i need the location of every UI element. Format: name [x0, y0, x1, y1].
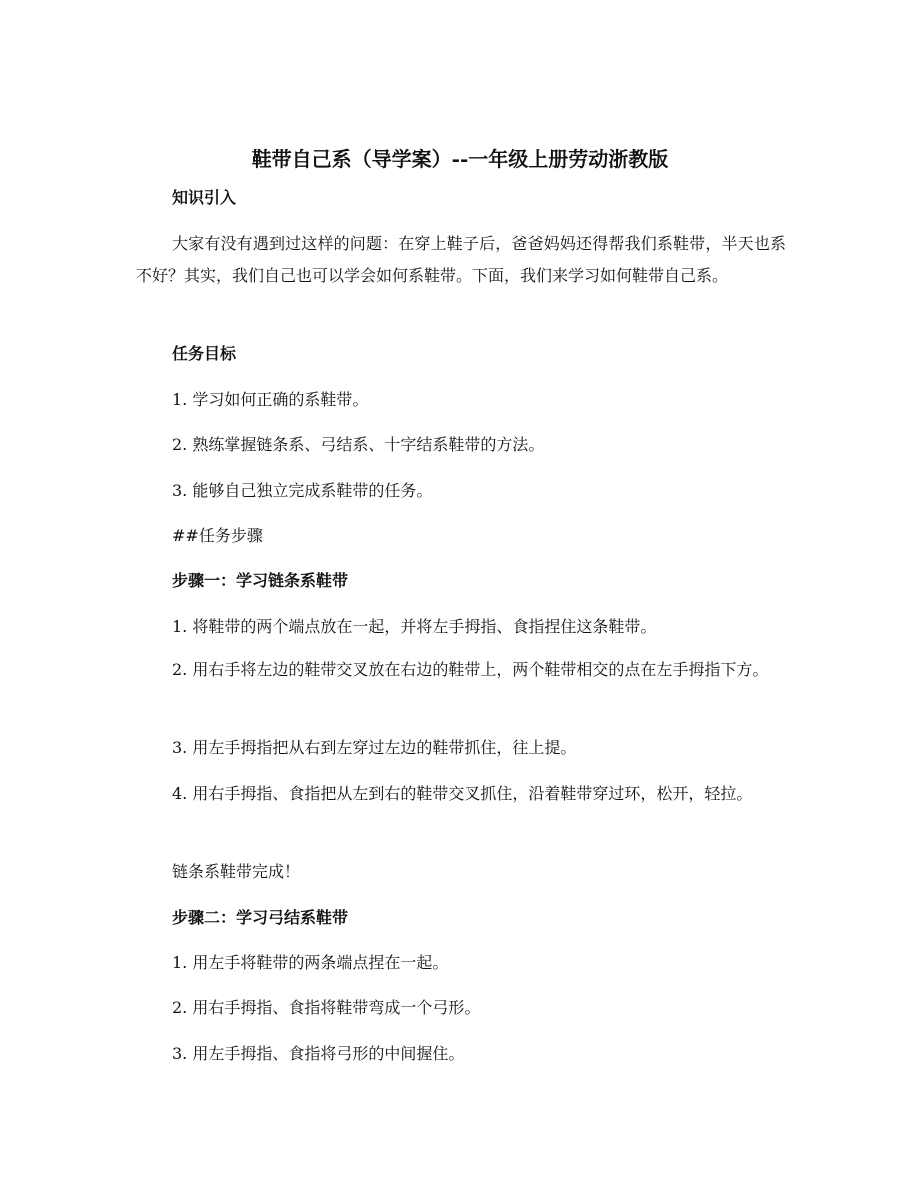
steps-heading: ##任务步骤: [172, 526, 263, 545]
goal-item: 2. 熟练掌握链条系、弓结系、十字结系鞋带的方法。: [172, 435, 545, 454]
step2-item: 1. 用左手将鞋带的两条端点捏在一起。: [172, 953, 449, 972]
step1-item: 4. 用右手拇指、食指把从左到右的鞋带交叉抓住，沿着鞋带穿过环，松开，轻拉。: [172, 784, 753, 803]
step2-heading: 步骤二：学习弓结系鞋带: [172, 908, 349, 927]
step1-item: 3. 用左手拇指把从右到左穿过左边的鞋带抓住，往上提。: [172, 738, 577, 757]
step2-item: 3. 用左手拇指、食指将弓形的中间握住。: [172, 1044, 465, 1063]
goal-item: 3. 能够自己独立完成系鞋带的任务。: [172, 481, 433, 500]
step1-item: 2. 用右手将左边的鞋带交叉放在右边的鞋带上，两个鞋带相交的点在左手拇指下方。: [172, 660, 769, 679]
intro-heading: 知识引入: [172, 188, 237, 207]
step1-item: 1. 将鞋带的两个端点放在一起，并将左手拇指、食指捏住这条鞋带。: [172, 617, 657, 636]
step1-done: 链条系鞋带完成！: [172, 862, 301, 881]
intro-paragraph: 大家有没有遇到过这样的问题：在穿上鞋子后，爸爸妈妈还得帮我们系鞋带，半天也系不好？其实，我们自己也可以学会如何系鞋带。下面，我们来学习如何鞋带自己系。: [136, 234, 786, 285]
goal-item: 1. 学习如何正确的系鞋带。: [172, 390, 369, 409]
step2-item: 2. 用右手拇指、食指将鞋带弯成一个弓形。: [172, 998, 481, 1017]
goals-heading: 任务目标: [172, 344, 237, 363]
step1-heading: 步骤一：学习链条系鞋带: [172, 571, 349, 590]
document-title: 鞋带自己系（导学案）--一年级上册劳动浙教版: [251, 147, 669, 171]
